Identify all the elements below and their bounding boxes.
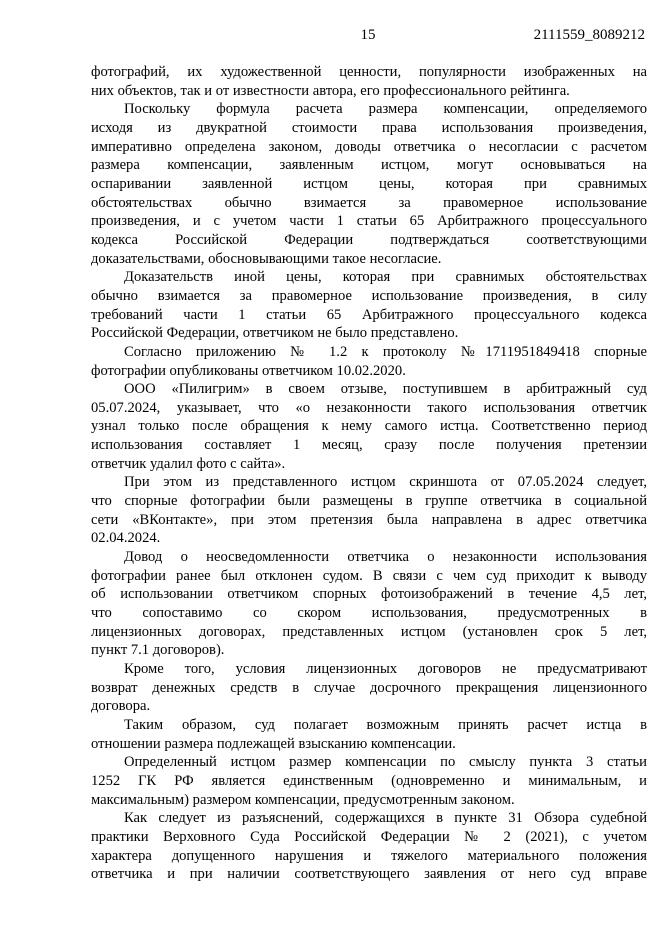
text-line: Определенный истцом размер компенсации по смыслу пункта 3 статьи — [124, 754, 647, 771]
text-line: 1252 ГК РФ является единственным (одновременно и минимальным, и — [91, 772, 647, 789]
text-line: Как следует из разъяснений, содержащихся в пункте 31 Обзора судебной — [124, 810, 647, 827]
text-line: практики Верховного Суда Российской Федерации № 2 (2021), с учетом — [91, 828, 647, 845]
text-line: Поскольку формула расчета размера компенсации, определяемого — [124, 101, 647, 118]
text-line: фотографии опубликованы ответчиком 10.02.2020. — [91, 362, 406, 379]
text-line: Таким образом, суд полагает возможным принять расчет истца в — [124, 716, 647, 733]
text-line: Согласно приложению № 1.2 к протоколу №1711951849418 спорные — [124, 343, 647, 360]
paragraph — [91, 473, 647, 548]
text-line: лицензионных договорах, представленных истцом (установлен срок 5 лет, — [91, 623, 647, 640]
paragraph — [91, 716, 647, 753]
paragraph — [91, 100, 647, 268]
text-line: доказательствами, обосновывающими такое несогласие. — [91, 250, 442, 267]
paragraph — [91, 380, 647, 473]
text-line: что сопоставимо со скором использования, предусмотренных в — [91, 605, 647, 622]
text-line: исходя из двукратной стоимости права использования произведения, — [91, 119, 647, 136]
text-line: использования составляет 1 месяц, сразу после получения претензии — [91, 437, 647, 454]
text-line: требований части 1 статьи 65 Арбитражного процессуального кодекса — [91, 306, 647, 323]
page-number: 15 — [360, 27, 376, 43]
text-line: При этом из представленного истцом скриншота от 07.05.2024 следует, — [124, 474, 647, 491]
text-line: них объектов, так и от известности автора, его профессионального рейтинга. — [91, 82, 570, 99]
text-line: фотографий, их художественной ценности, популярности изображенных на — [91, 64, 647, 80]
text-line: пункт 7.1 договоров). — [91, 642, 225, 659]
paragraph — [91, 548, 647, 660]
text-line: узнал только после обращения к нему самого истца. Соответственно период — [91, 418, 647, 435]
text-line: сети «ВКонтакте», при этом претензия была направлена в адрес ответчика — [91, 511, 647, 528]
text-line: размера компенсации, заявленным истцом, могут основываться на — [91, 157, 647, 174]
text-line: фотографии ранее был отклонен судом. В связи с чем суд приходит к выводу — [91, 567, 647, 584]
text-line: 02.04.2024. — [91, 530, 161, 547]
text-line: произведения, и с учетом части 1 статьи 65 Арбитражного процессуального — [91, 213, 647, 230]
paragraph — [91, 809, 647, 884]
text-line: договора. — [91, 698, 151, 715]
text-line: ответчика и при наличии соответствующего заявления от него суд вправе — [91, 866, 647, 883]
text-line: что спорные фотографии были размещены в группе ответчика в социальной — [91, 493, 647, 510]
text-line: Российской Федерации, ответчиком не было представлено. — [91, 325, 459, 342]
document-body — [91, 63, 647, 884]
paragraph — [91, 660, 647, 716]
text-line: об использовании ответчиком спорных фотоизображений в течение 4,5 лет, — [91, 586, 647, 603]
text-line: характера допущенного нарушения и тяжелого материального положения — [91, 847, 647, 864]
paragraph — [91, 268, 647, 343]
paragraph — [91, 63, 647, 100]
paragraph — [91, 343, 647, 380]
text-line: обстоятельствах обычно взимается за правомерное использование — [91, 194, 647, 211]
text-line: обычно взимается за правомерное использование произведения, в силу — [91, 287, 647, 304]
text-line: кодекса Российской Федерации подтверждаться соответствующими — [91, 231, 647, 248]
document-number: 2111559_8089212 — [533, 27, 645, 43]
text-line: ООО «Пилигрим» в своем отзыве, поступившем в арбитражный суд — [124, 381, 647, 398]
text-line: 05.07.2024, указывает, что «о незаконности такого использования ответчик — [91, 399, 647, 416]
paragraph — [91, 753, 647, 809]
text-line: Довод о неосведомленности ответчика о незаконности использования — [124, 549, 647, 566]
text-line: отношении размера подлежащей взысканию компенсации. — [91, 735, 456, 752]
text-line: Кроме того, условия лицензионных договоров не предусматривают — [124, 661, 647, 677]
text-line: ответчик удалил фото с сайта». — [91, 455, 286, 472]
text-line: Доказательств иной цены, которая при сравнимых обстоятельствах — [124, 269, 647, 286]
text-line: максимальным) размером компенсации, предусмотренным законом. — [91, 791, 515, 808]
text-line: императивно определена законом, доводы ответчика о несогласии с расчетом — [91, 138, 647, 155]
text-line: возврат денежных средств в случае досрочного прекращения лицензионного — [91, 679, 647, 696]
text-line: оспаривании заявленной истцом цены, которая при сравнимых — [91, 175, 647, 192]
page-header — [91, 26, 645, 45]
